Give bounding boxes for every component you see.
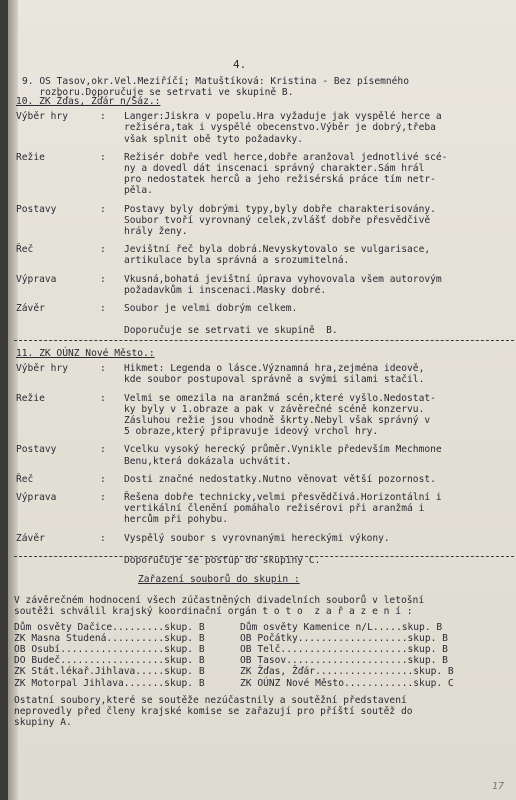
classification-entry-right: Dům osvěty Kamenice n/L.....skup. B — [240, 621, 443, 633]
classification-intro: soutěži schválil krajský koordinační orgán t o t o z a ř a z e n í : — [14, 606, 413, 618]
section-heading: 9. OS Tasov,okr.Vel.Meziříčí; Matuštíková: Kristina - Bez písemného — [22, 76, 409, 87]
classification-entry-right: ZK OÚNZ Nové Město............skup. C — [240, 677, 454, 689]
row-text: Postavy byly dobrými typy,byly dobře charakterisovány. — [124, 203, 436, 215]
row-label: Postavy — [16, 203, 57, 215]
classification-title: Zařazení souborů do skupin : — [138, 574, 300, 585]
row-colon: : — [100, 363, 106, 375]
row-text: kde soubor postupoval správně a svými silami stačil. — [124, 374, 425, 386]
row-text: pěla. — [124, 185, 153, 197]
classification-closing: neprovedly před členy krajské komise se zařazují pro příští soutěž do — [14, 706, 413, 717]
row-label: Řeč — [16, 244, 34, 256]
row-colon: : — [100, 444, 106, 456]
row-colon: : — [100, 392, 106, 404]
row-text: Soubor je velmi dobrým celkem. — [124, 303, 298, 314]
classification-entry-left: ZK Masna Studená..........skup. B — [14, 632, 205, 644]
row-text: Soubor tvoří vyrovnaný celek,zvlášť dobře přesvědčivě — [124, 214, 431, 226]
row-text: vertikální členění pomáhalo režisérovi při aranžmá i — [124, 503, 425, 515]
page-number: 4. — [233, 58, 247, 71]
row-colon: : — [100, 111, 106, 123]
row-colon: : — [100, 473, 106, 485]
classification-entry-left: Dům osvěty Dačice.........skup. B — [14, 621, 205, 633]
row-label: Závěr — [16, 303, 45, 314]
row-label: Výběr hry — [16, 363, 68, 375]
row-colon: : — [100, 203, 106, 215]
row-text: ny a dovedl dát inscenaci správný charakter.Sám hrál — [124, 163, 425, 174]
classification-closing: Ostatní soubory,které se soutěže nezúčastnily a soutěžní představení — [14, 694, 407, 706]
row-colon: : — [100, 303, 106, 314]
row-text: artikulace byla správná a srozumitelná. — [124, 255, 350, 267]
row-text: Dosti značné nedostatky.Nutno věnovat větší pozornost. — [124, 473, 436, 485]
row-text: Hikmet: Legenda o lásce.Významná hra,zejména ideově, — [124, 363, 425, 375]
row-text: hrály ženy. — [124, 226, 188, 237]
row-text: Vyspělý soubor s vyrovnanými hereckými výkony. — [124, 532, 390, 544]
row-label: Řeč — [16, 473, 34, 485]
row-text: Vkusná,bohatá jevištní úprava vyhovovala všem autorovým — [124, 273, 442, 285]
row-colon: : — [100, 273, 106, 285]
row-text: požadavkům i inscenaci.Masky dobré. — [124, 284, 327, 296]
row-text: Jevištní řeč byla dobrá.Nevyskytovalo se vulgarisace, — [124, 244, 431, 256]
row-text: Velmi se omezila na aranžmá scén,které vyšlo.Nedostat- — [124, 392, 436, 404]
section-heading: rozboru.Doporučuje se setrvati ve skupině B. — [22, 87, 294, 99]
row-label: Závěr — [16, 532, 45, 544]
classification-entry-left: DO Budeč..................skup. B — [14, 655, 205, 667]
classification-entry-right: ZK Žďas, Žďár.................skup. B — [240, 666, 454, 678]
classification-entry-right: OB Telč......................skup. B — [240, 644, 448, 655]
row-text: Zásluhou režie jsou vhodně škrty.Nebyl však správný v — [124, 415, 431, 426]
row-text: pro nedostatek herců a jeho režisérská práce tím netr- — [124, 174, 436, 186]
row-colon: : — [100, 244, 106, 256]
row-text: Doporučuje se postup do skupiny C. — [124, 555, 321, 566]
row-label: Postavy — [16, 444, 57, 456]
row-text: Řešena dobře technicky,velmi přesvědčivá.Horizontální i — [124, 492, 442, 503]
classification-closing: skupiny A. — [14, 717, 72, 729]
row-colon: : — [100, 151, 106, 163]
row-label: Výprava — [16, 273, 57, 285]
row-label: Výprava — [16, 492, 57, 503]
section-divider — [14, 556, 514, 557]
row-label: Režie — [16, 392, 45, 404]
row-text: 5 obraze,který připravuje ideový vrchol hry. — [124, 426, 379, 438]
section-heading: 11. ZK OÚNZ Nové Město.: — [16, 348, 155, 359]
row-text: Vcelku vysoký herecký průměr.Vynikle především Mechmone — [124, 444, 442, 456]
classification-entry-right: OB Počátky...................skup. B — [240, 632, 448, 644]
row-text: hercům při pohybu. — [124, 514, 228, 526]
row-text: Benu,která dokázala uchvátit. — [124, 455, 292, 467]
row-label: Výběr hry — [16, 111, 68, 123]
classification-entry-right: OB Tasov.....................skup. B — [240, 655, 448, 667]
row-text: Režisér dobře vedl herce,dobře aranžoval jednotlivé scé- — [124, 151, 448, 163]
row-text: Doporučuje se setrvati ve skupině B. — [124, 325, 338, 337]
document-page — [8, 0, 516, 800]
section-heading: 10. ZK Žďas, Žďár n/Sáz.: — [16, 96, 161, 107]
row-text: Langer:Jiskra v popelu.Hra vyžaduje jak vyspělé herce a — [124, 111, 442, 123]
row-text: ky byly v 1.obraze a pak v závěrečné scéně konzervu. — [124, 403, 425, 415]
corner-mark: 17 — [491, 781, 504, 792]
row-text: režiséra,tak i vyspělé obecenstvo.Výběr je dobrý,třeba — [124, 122, 436, 134]
classification-intro: V závěrečném hodnocení všech zúčastněných divadelních souborů v letošní — [14, 595, 425, 607]
row-colon: : — [100, 532, 106, 544]
classification-entry-left: OB Osubí..................skup. B — [14, 644, 205, 655]
section-divider — [14, 340, 514, 341]
classification-entry-left: ZK Motorpal Jihlava.......skup. B — [14, 677, 205, 689]
row-colon: : — [100, 492, 106, 503]
classification-entry-left: ZK Stát.lékař.Jihlava.....skup. B — [14, 666, 205, 678]
row-label: Režie — [16, 151, 45, 163]
row-text: však splnit obě tyto požadavky. — [124, 133, 304, 145]
